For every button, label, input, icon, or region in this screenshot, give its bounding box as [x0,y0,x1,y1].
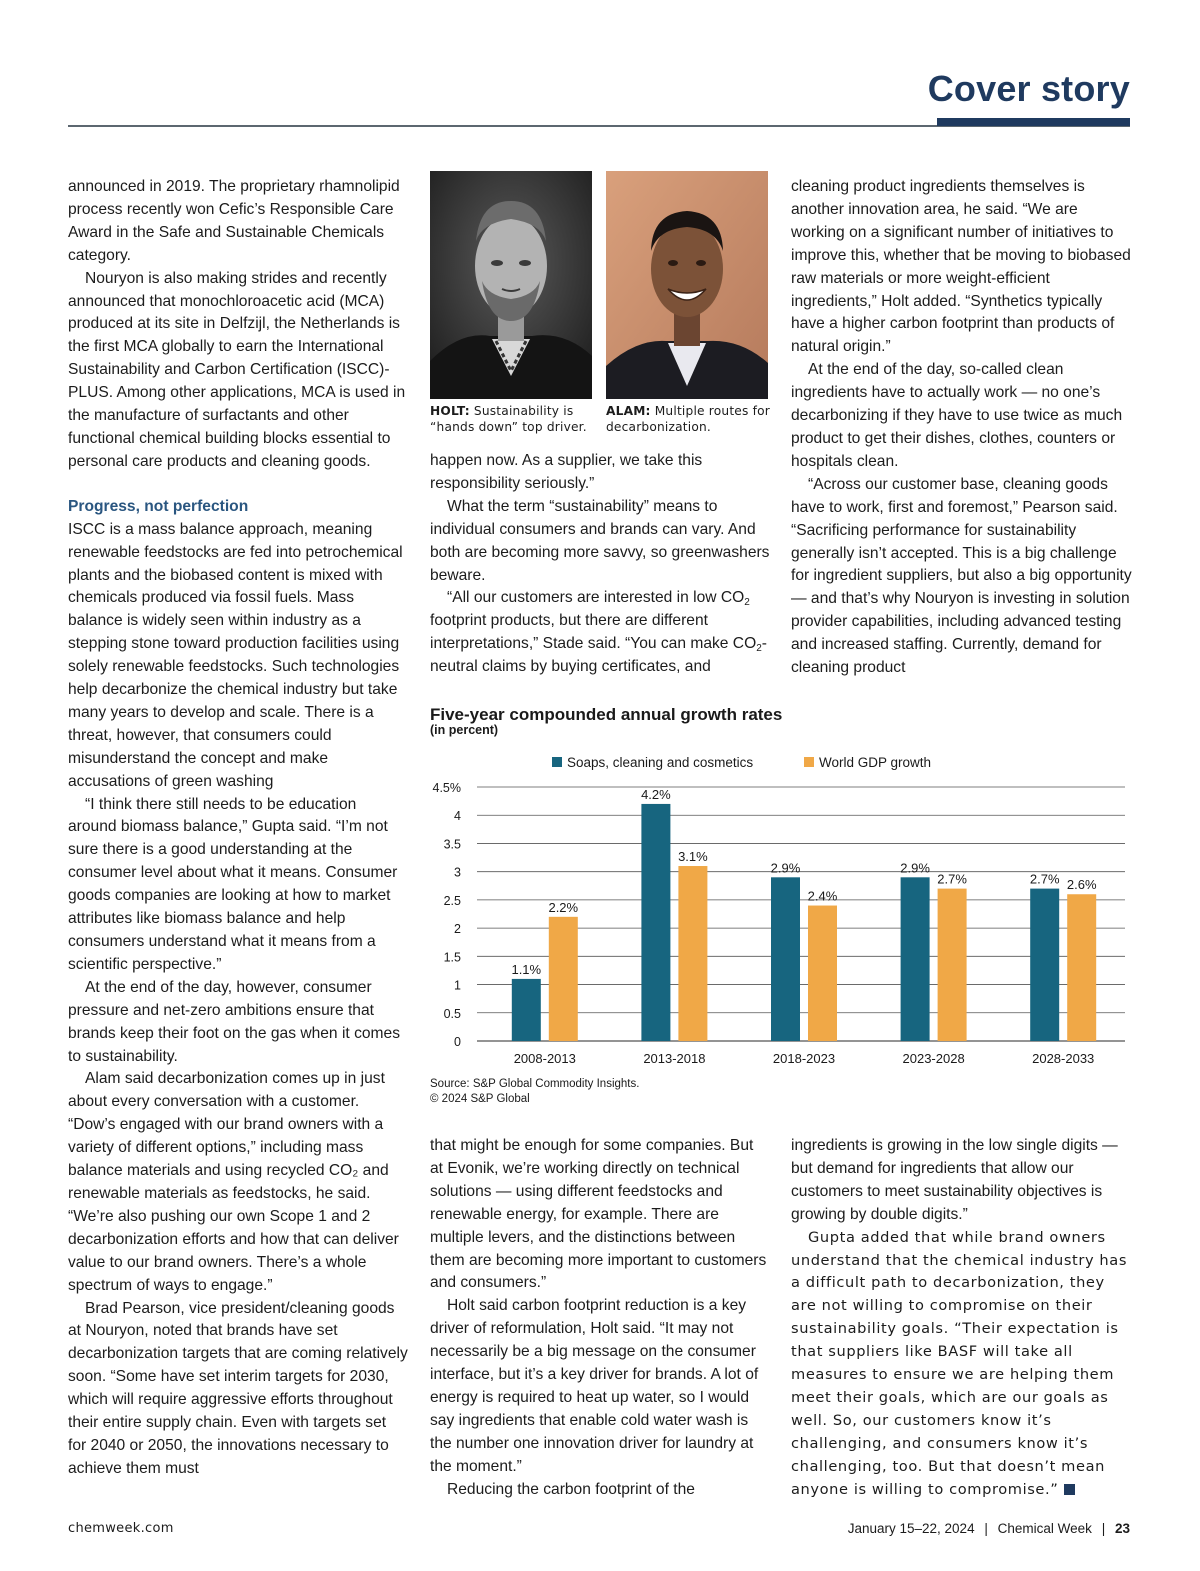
paragraph: Brad Pearson, vice president/cleaning goods at Nouryon, noted that brands have set decarbonization targets that are coming relatively soon. “Some have set interim targets for 2030, which will require aggressive efforts throughout their entire supply chain. Even with targets set for 2040 or 2050, the innovations necessary to achieve them must [68,1299,408,1477]
bar [901,877,930,1041]
paragraph: ingredients is growing in the low single digits — but demand for ingredients that allow our customers to meet sustainability objectives is growing by double digits.” [791,1137,1118,1223]
footer-site: chemweek.com [68,1521,174,1536]
data-label: 2.2% [548,899,579,915]
x-tick-label: 2028-2033 [1032,1051,1095,1066]
y-tick-label: 2.5 [443,893,461,908]
caption-text: Sustainability is “hands down” top driver. [430,404,587,434]
bar [549,917,578,1041]
middle-column-top [430,450,770,679]
y-tick-label: 2 [454,922,461,937]
bar [808,906,837,1041]
data-label: 2.7% [1029,871,1060,887]
bar [1067,894,1096,1041]
paragraph: “Across our customer base, cleaning goods have to work, first and foremost,” Pearson said. “Sacrificing performance for sustainability generally isn’t accepted. This is a big challenge for ingredient suppliers, but also a big opportunity — and that’s why Nouryon is investing in solution provider capabilities, including advanced testing and increased staffing. Currently, demand for cleaning product [791,475,1132,677]
y-tick-label: 4 [454,809,461,824]
x-tick-label: 2023-2028 [902,1051,965,1066]
chart-title: Five-year compounded annual growth rates [430,705,783,724]
chart-source-line: Source: S&P Global Commodity Insights. [430,1078,640,1090]
y-tick-label: 0.5 [443,1006,461,1021]
y-tick-label: 1 [454,978,461,993]
y-tick-label: 1.5 [443,950,461,965]
paragraph: happen now. As a supplier, we take this responsibility seriously.” [430,452,703,492]
y-tick-label: 3 [454,865,461,880]
page-number: 23 [1114,1521,1130,1536]
paragraph: announced in 2019. The proprietary rhamnolipid process recently won Cefic’s Responsible Care Award in the Safe and Sustainable Chemicals category. [68,178,400,264]
footer-date: January 15–22, 2024 [847,1521,975,1536]
holt-caption [430,403,595,435]
holt-photo [430,171,592,399]
legend-swatch [804,757,814,767]
bar [678,866,707,1041]
paragraph: Gupta added that while brand owners understand that the chemical industry has a difficult path to decarbonization, they are not willing to compromise on their sustainability goals. “Their expectation is that suppliers like BASF will take all measures to ensure we are helping them meet their goals, which are our goals as well. So, our customers know it’s challenging, and consumers know it’s challenging, too. But that doesn’t mean anyone is willing to compromise.” [791,1228,1128,1498]
y-tick-label: 0 [454,1035,461,1049]
y-tick-label: 3.5 [443,837,461,852]
data-label: 2.9% [900,860,930,876]
paragraph: Nouryon is also making strides and recently announced that monochloroacetic acid (MCA) produced at its site in Delfzijl, the Netherlands is the first MCA globally to earn the International Sustainability and Carbon Certification (ISCC)-PLUS. Among other applications, MCA is used in the manufacture of surfactants and other functional chemical building blocks essential to personal care products and cleaning goods. [68,269,406,470]
chart-copyright: © 2024 S&P Global [430,1093,530,1105]
data-label: 1.1% [511,961,542,977]
chart-source [430,1077,639,1107]
paragraph: ISCC is a mass balance approach, meaning renewable feedstocks are fed into petrochemical plants and the biobased content is mixed with chemicals produced via fossil fuels. Mass balance is widely seen within industry as a stepping stone toward production facilities using solely renewable feedstocks. Such technologies help decarbonize the chemical industry but take many years to develop and scale. There is a threat, however, that consumers could misunderstand the concept and make accusations of green washing [68,520,403,790]
left-column [68,176,408,1481]
paragraph: “I think there still needs to be education around biomass balance,” Gupta said. “I’m not sure there is a good understanding at the consumer level about what it means. Consumer goods companies are looking at how to market attributes like biomass balance and help consumers understand what it means from a scientific perspective.” [68,795,398,973]
caption-name: HOLT: [430,404,470,418]
data-label: 3.1% [678,849,708,865]
growth-bar-chart [420,745,1140,1075]
chart-subtitle: (in percent) [430,723,499,737]
paragraph: cleaning product ingredients themselves is another innovation area, he said. “We are working on a significant number of initiatives to improve this, whether that be moving to biobased raw materials or more weight-efficient ingredients,” Holt added. “Synthetics typically have a higher carbon footprint than products of natural origin.” [791,178,1131,356]
bar [641,804,670,1041]
paragraph: At the end of the day, however, consumer pressure and net-zero ambitions ensure that brands keep their foot on the gas when it comes to sustainability. [68,978,400,1065]
data-label: 2.6% [1066,877,1097,893]
paragraph: “All our customers are interested in low $CO_2$ footprint products, but there are different interpretations,” Stade said. “You can make $CO_2$-neutral claims by buying certificates, and [430,589,767,676]
middle-column-bottom [430,1135,770,1502]
footer-right [848,1521,1130,1536]
legend-label: Soaps, cleaning and cosmetics [567,755,754,770]
footer-separator: | [1101,1521,1106,1536]
legend-label: World GDP growth [819,755,932,770]
paragraph: What the term “sustainability” means to individual consumers and brands can vary. And both are becoming more savvy, so greenwashers beware. [430,497,770,584]
data-label: 4.2% [641,786,671,802]
paragraph: that might be enough for some companies. But at Evonik, we’re working directly on technical solutions — using different feedstocks and renewable energy, for example. There are multiple levers, and the distinctions between them are becoming more important to customers and consumers.” [430,1137,767,1292]
paragraph: Holt said carbon footprint reduction is a key driver of reformulation, Holt said. “It may not necessarily be a big message on the consumer interface, but it’s a key driver for brands. A lot of energy is required to heat up water, so I would say ingredients that enable cold water wash is the number one innovation driver for laundry at the moment.” [430,1297,759,1475]
header-accent-bar [937,118,1130,126]
legend-swatch [552,757,562,767]
x-tick-label: 2018-2023 [772,1051,836,1066]
right-column-bottom [791,1135,1133,1502]
bar [512,979,541,1041]
bar [771,877,800,1041]
bar [1030,889,1059,1041]
data-label: 2.9% [770,860,801,876]
footer-separator: | [984,1521,988,1536]
subheading: Progress, not perfection [68,497,249,515]
data-label: 2.4% [807,888,838,904]
caption-text: Multiple routes for decarbonization. [606,404,770,434]
paragraph: Reducing the carbon footprint of the [447,1480,695,1498]
x-tick-label: 2013-2018 [643,1051,706,1066]
data-label: 2.7% [937,871,967,887]
bar [938,889,967,1041]
end-of-story-mark [1064,1484,1075,1495]
x-tick-label: 2008-2013 [513,1051,576,1066]
footer-publication: Chemical Week [997,1521,1092,1536]
section-title: Cover story [927,68,1130,109]
paragraph: At the end of the day, so-called clean ingredients have to actually work — no one’s decarbonizing if they have to use twice as much product to get their dishes, clothes, counters or hospitals clean. [791,361,1123,470]
paragraph: Alam said decarbonization comes up in just about every conversation with a customer. “Dow’s engaged with our brand owners with a variety of different options,” including mass balance materials and using recycled CO₂ and renewable materials as feedstocks, he said. “We’re also pushing our own Scope 1 and 2 decarbonization efforts and how that can deliver value to our brand owners. There’s a whole spectrum of ways to engage.” [68,1070,399,1294]
y-tick-label: 4.5% [432,781,461,795]
alam-caption [606,403,776,435]
right-column-top [791,176,1133,680]
caption-name: ALAM: [606,404,651,418]
alam-photo [606,171,768,399]
